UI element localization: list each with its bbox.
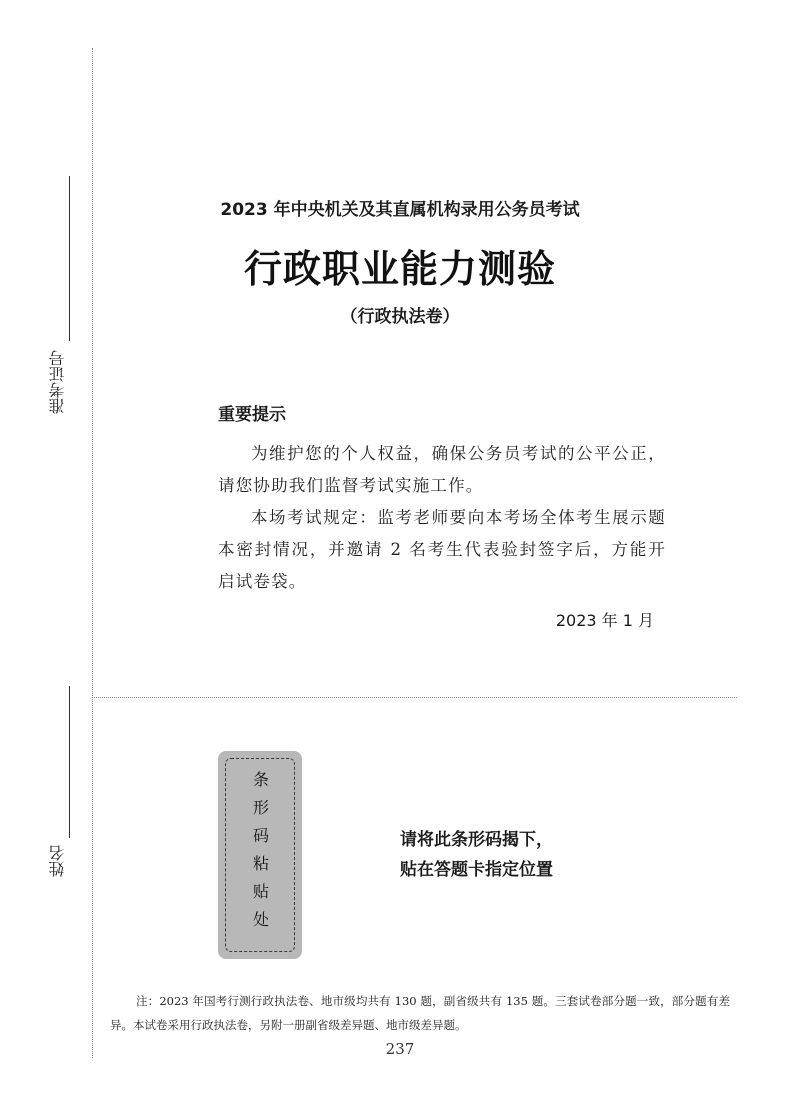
- exam-subtitle: 2023 年中央机关及其直属机构录用公务员考试: [220, 200, 580, 220]
- notice-body: [218, 438, 666, 598]
- exam-id-label: 准考证号: [48, 350, 67, 414]
- barcode-instruction-line-2: 贴在答题卡指定位置: [400, 860, 553, 880]
- page-number: 237: [385, 1040, 415, 1058]
- page-title: 行政职业能力测验: [243, 246, 556, 291]
- notice-heading: 重要提示: [218, 405, 286, 425]
- name-label: 姓名: [48, 845, 67, 877]
- barcode-label: 条形码粘贴处: [250, 771, 270, 939]
- footnote: 注：2023 年国考行测行政执法卷、地市级均共有 130 题，副省级共有 135 题。三套试卷部分题一致，部分题有差异。本试卷采用行政执法卷，另附一册副省级差异题、地市级差异题。: [110, 994, 730, 1032]
- name-field[interactable]: [69, 686, 70, 838]
- notice-date: 2023 年 1 月: [555, 611, 654, 630]
- notice-paragraph-2: 本场考试规定：监考老师要向本考场全体考生展示题本密封情况，并邀请 2 名考生代表验封签字后，方能开启试卷袋。: [218, 508, 666, 591]
- barcode-instruction-line-1: 请将此条形码揭下，: [400, 830, 553, 850]
- barcode-dashed-border: [225, 758, 295, 952]
- seal-dotted-line: [92, 697, 737, 698]
- barcode-area: [218, 751, 302, 959]
- barcode-instruction: [400, 825, 553, 885]
- paper-type: （行政执法卷）: [340, 307, 460, 327]
- notice-paragraph-1: 为维护您的个人权益，确保公务员考试的公平公正，请您协助我们监督考试实施工作。: [218, 444, 666, 495]
